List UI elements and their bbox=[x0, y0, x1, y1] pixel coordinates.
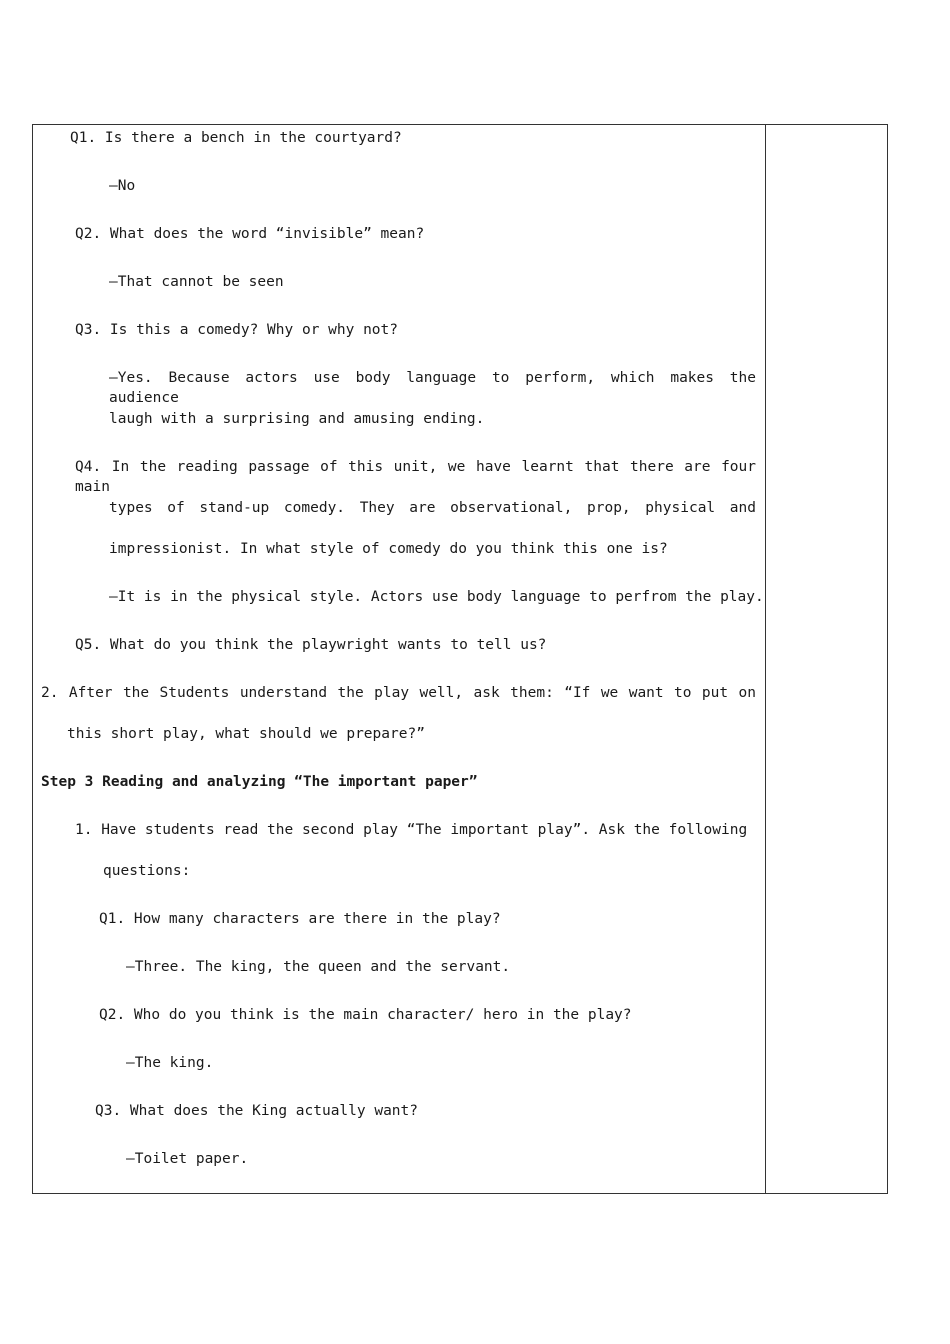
step3-question-q1: Q1. How many characters are there in the play? bbox=[99, 911, 501, 927]
question-q4-line-2: types of stand-up comedy. They are observational, prop, physical and bbox=[109, 500, 756, 516]
answer-q2: —That cannot be seen bbox=[109, 274, 284, 290]
step3-question-q2: Q2. Who do you think is the main character/ hero in the play? bbox=[99, 1007, 632, 1023]
question-q4-line-1: Q4. In the reading passage of this unit, we have learnt that there are four main bbox=[75, 459, 756, 495]
answer-q4: —It is in the physical style. Actors use body language to perfrom the play. bbox=[109, 589, 764, 605]
answer-q3-line-1: —Yes. Because actors use body language to perform, which makes the audience bbox=[109, 370, 756, 406]
answer-q3-line-2: laugh with a surprising and amusing ending. bbox=[109, 411, 485, 427]
step3-heading: Step 3 Reading and analyzing “The important paper” bbox=[41, 774, 478, 790]
list-item-2-line-1: 2. After the Students understand the play well, ask them: “If we want to put on bbox=[41, 685, 756, 701]
question-q1: Q1. Is there a bench in the courtyard? bbox=[70, 130, 402, 146]
list-item-2-line-2: this short play, what should we prepare?” bbox=[67, 726, 425, 742]
step3-question-q3: Q3. What does the King actually want? bbox=[95, 1103, 419, 1119]
question-q3: Q3. Is this a comedy? Why or why not? bbox=[75, 322, 399, 338]
question-q5: Q5. What do you think the playwright wants to tell us? bbox=[75, 637, 547, 653]
question-q2: Q2. What does the word “invisible” mean? bbox=[75, 226, 425, 242]
step3-answer-q1: —Three. The king, the queen and the servant. bbox=[126, 959, 511, 975]
notes-column-cell bbox=[766, 125, 887, 1193]
answer-q1: —No bbox=[109, 178, 136, 194]
question-q4-line-3: impressionist. In what style of comedy do you think this one is? bbox=[109, 541, 668, 557]
step3-answer-q3: —Toilet paper. bbox=[126, 1151, 249, 1167]
step3-answer-q2: —The king. bbox=[126, 1055, 214, 1071]
step3-item-1-line-2: questions: bbox=[103, 863, 191, 879]
step3-item-1-line-1: 1. Have students read the second play “The important play”. Ask the following bbox=[75, 822, 748, 838]
